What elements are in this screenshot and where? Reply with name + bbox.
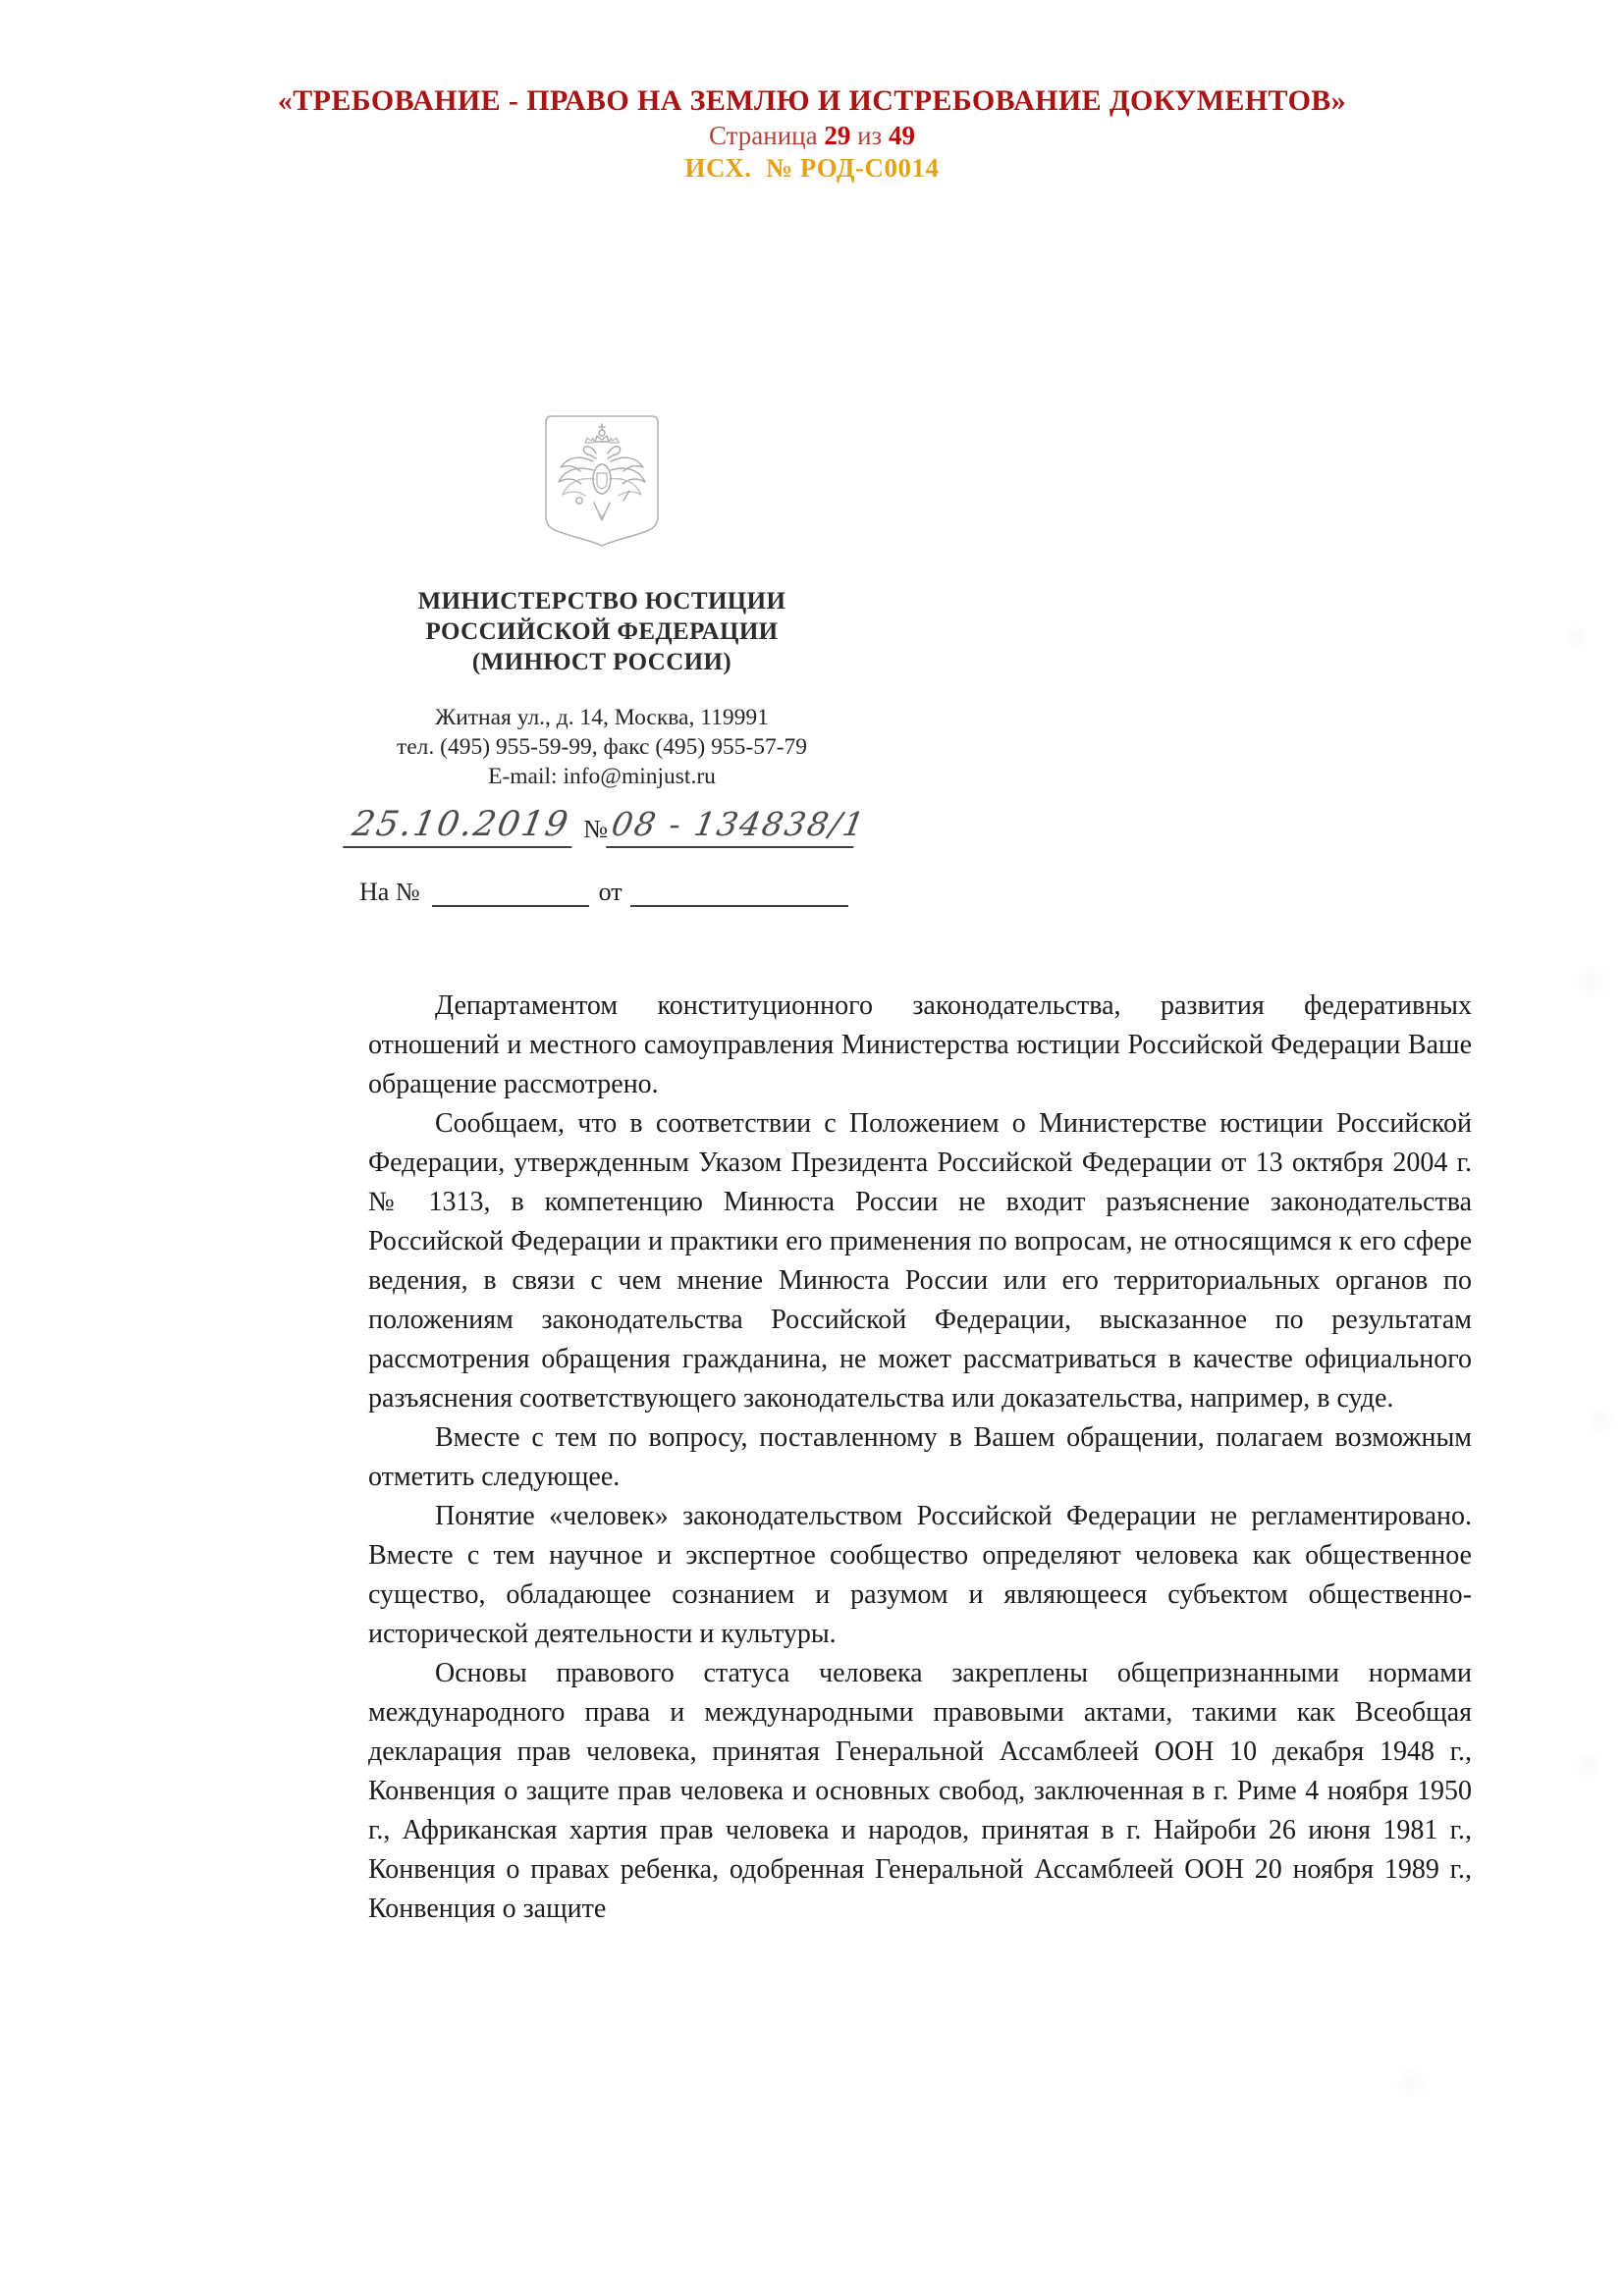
handwritten-number-field: 08 - 134838/1 <box>606 805 861 848</box>
letter-paragraph: Основы правового статуса человека закреплены общепризнанными нормами международного права и международными правовыми актами, такими как Всеобщая декларация прав человека, принятая Генеральной Ассамблеей ООН 10 декабря 1948 г., Конвенция о защите прав человека и основных свобод, заключенная в г. Риме 4 ноября 1950 г., Африканская хартия прав человека и народов, принятая в г. Найроби 26 июня 1981 г., Конвенция о правах ребенка, одобренная Генеральной Ассамблеей ООН 20 ноября 1989 г., Конвенция о защите <box>368 1658 1472 1924</box>
scan-artifact <box>1583 1404 1618 1437</box>
page-number-current: 29 <box>824 121 851 150</box>
organization-address <box>347 703 857 791</box>
date-and-number-row <box>347 791 870 848</box>
scan-artifact <box>1563 624 1591 650</box>
scan-artifact <box>1392 2065 1432 2101</box>
scan-artifact <box>1573 1751 1604 1781</box>
org-name-line: МИНИСТЕРСТВО ЮСТИЦИИ <box>417 588 786 614</box>
org-address-line: тел. (495) 955-59-99, факс (495) 955-57-79 <box>396 734 808 760</box>
outgoing-reference: ИСХ. № РОД-С0014 <box>684 153 940 183</box>
reply-from-label: от <box>598 878 623 906</box>
letter-body <box>368 987 1472 1929</box>
scan-artifact <box>1571 962 1614 1001</box>
page-indicator-prefix: Страница <box>709 121 818 150</box>
org-name-line: РОССИЙСКОЙ ФЕДЕРАЦИИ <box>425 618 779 645</box>
org-name-line: (МИНЮСТ РОССИИ) <box>471 649 732 675</box>
org-address-line: E-mail: info@minjust.ru <box>488 764 716 789</box>
reply-reference-row <box>359 868 870 907</box>
number-sign: № <box>583 815 608 843</box>
letter-paragraph: Понятие «человек» законодательством Российской Федерации не регламентировано. Вместе с тем научное и экспертное сообщество определяют человека как общественное существо, обладающее сознанием и разумом и являющееся субъектом общественно-исторической деятельности и культуры. <box>368 1501 1472 1649</box>
page-indicator <box>0 121 1624 151</box>
handwritten-date-field: 25.10.2019 <box>343 805 579 848</box>
banner-title: «ТРЕБОВАНИЕ - ПРАВО НА ЗЕМЛЮ И ИСТРЕБОВАНИЕ ДОКУМЕНТОВ» <box>277 84 1347 117</box>
page-number-total: 49 <box>888 121 915 150</box>
letter-paragraph: Сообщаем, что в соответствии с Положением о Министерстве юстиции Российской Федерации, утвержденным Указом Президента Российской Федерации от 13 октября 2004 г. № 1313, в компетенцию Минюста России не входит разъяснение законодательства Российской Федерации и практики его применения по вопросам, не относящимся к его сфере ведения, в связи с чем мнение Минюста России или его территориальных органов по положениям законодательства Российской Федерации, высказанное по результатам рассмотрения обращения гражданина, не может рассматриваться в качестве официального разъяснения соответствующего законодательства или доказательства, например, в суде. <box>368 1108 1472 1414</box>
letter-paragraph: Департаментом конституционного законодательства, развития федеративных отношений и местного самоуправления Министерства юстиции Российской Федерации Ваше обращение рассмотрено. <box>368 990 1472 1099</box>
page-indicator-separator: из <box>857 121 883 150</box>
org-address-line: Житная ул., д. 14, Москва, 119991 <box>435 705 769 730</box>
blank-reply-date-line <box>630 874 848 907</box>
organization-name <box>347 586 857 677</box>
letter-paragraph: Вместе с тем по вопросу, поставленному в Вашем обращении, полагаем возможным отметить следующее. <box>368 1422 1472 1492</box>
document-banner <box>0 84 1624 184</box>
ministry-letterhead <box>347 412 857 791</box>
double-headed-eagle-icon <box>542 412 662 553</box>
reply-to-label: На № <box>359 878 420 906</box>
blank-reply-number-line <box>432 874 589 907</box>
